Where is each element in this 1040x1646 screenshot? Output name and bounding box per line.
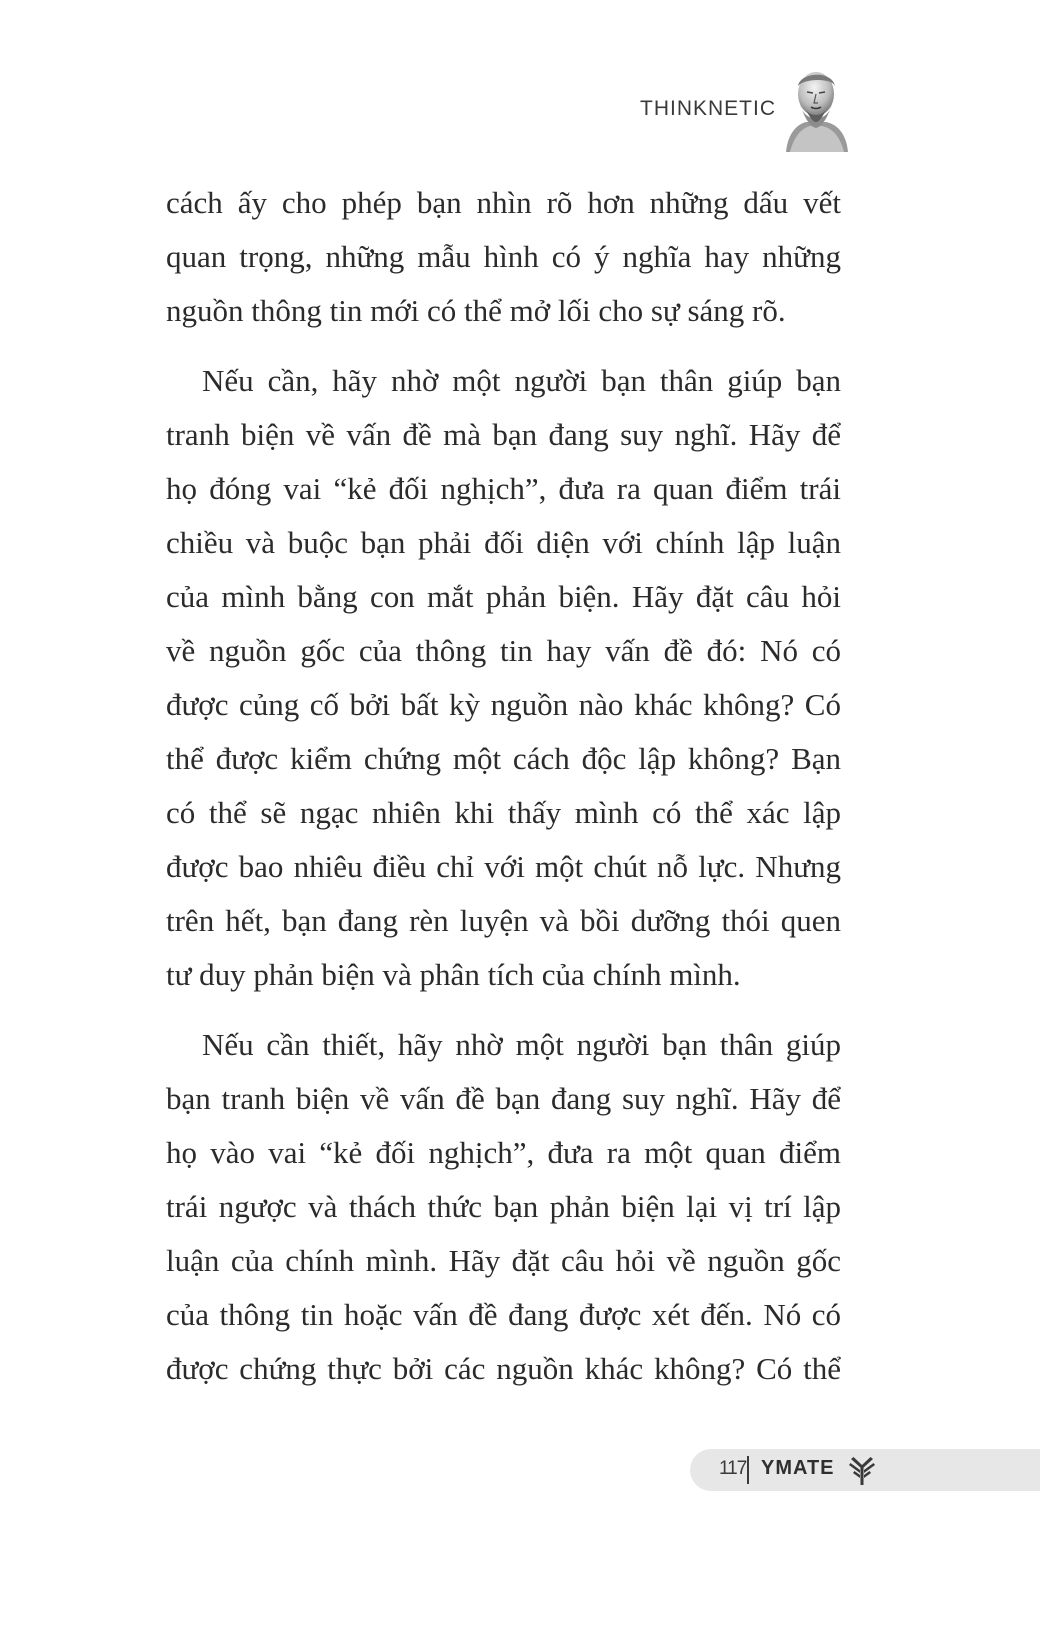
text-line: của mình bằng con mắt phản biện. Hãy đặt câu hỏi — [166, 579, 841, 614]
text-line: tranh biện về vấn đề mà bạn đang suy nghĩ. Hãy để — [166, 417, 841, 452]
text-line: trên hết, bạn đang rèn luyện và bồi dưỡng thói quen — [166, 903, 841, 938]
text-line: được bao nhiêu điều chỉ với một chút nỗ lực. Nhưng — [166, 849, 841, 884]
text-line: về nguồn gốc của thông tin hay vấn đề đó: Nó có — [166, 633, 841, 668]
text-line: của thông tin hoặc vấn đề đang được xét đến. Nó có — [166, 1297, 841, 1332]
text-line: quan trọng, những mẫu hình có ý nghĩa hay những — [166, 239, 841, 274]
publisher-name: YMATE — [761, 1457, 835, 1479]
running-header-brand: THINKNETIC — [640, 97, 776, 120]
text-line: cách ấy cho phép bạn nhìn rõ hơn những dấu vết — [166, 185, 841, 220]
paragraph-3 — [166, 1018, 841, 1396]
page-number: 117 — [719, 1458, 747, 1479]
text-line: trái ngược và thách thức bạn phản biện lại vị trí lập — [166, 1189, 841, 1224]
text-line: luận của chính mình. Hãy đặt câu hỏi về nguồn gốc — [166, 1243, 841, 1278]
text-line: bạn tranh biện về vấn đề bạn đang suy nghĩ. Hãy để — [166, 1081, 841, 1116]
text-line: được chứng thực bởi các nguồn khác không? Có thể — [166, 1351, 841, 1386]
text-line: Nếu cần, hãy nhờ một người bạn thân giúp bạn — [202, 363, 841, 398]
text-line: tư duy phản biện và phân tích của chính mình. — [166, 957, 741, 992]
paragraph-1 — [166, 176, 841, 338]
text-line: thể được kiểm chứng một cách độc lập không? Bạn — [166, 741, 841, 776]
text-line: nguồn thông tin mới có thể mở lối cho sự sáng rõ. — [166, 293, 786, 328]
ymate-logo-icon — [845, 1453, 879, 1487]
text-line: có thể sẽ ngạc nhiên khi thấy mình có thể xác lập — [166, 795, 841, 830]
text-line: chiều và buộc bạn phải đối diện với chính lập luận — [166, 525, 841, 560]
text-line: Nếu cần thiết, hãy nhờ một người bạn thân giúp — [202, 1027, 841, 1062]
body-text — [166, 176, 841, 1396]
text-line: họ đóng vai “kẻ đối nghịch”, đưa ra quan điểm trái — [166, 471, 841, 506]
text-line: họ vào vai “kẻ đối nghịch”, đưa ra một quan điểm — [166, 1135, 841, 1170]
paragraph-2 — [166, 354, 841, 1002]
philosopher-bust-icon — [780, 66, 852, 152]
footer-divider — [747, 1456, 749, 1484]
text-line: được củng cố bởi bất kỳ nguồn nào khác không? Có — [166, 687, 841, 722]
